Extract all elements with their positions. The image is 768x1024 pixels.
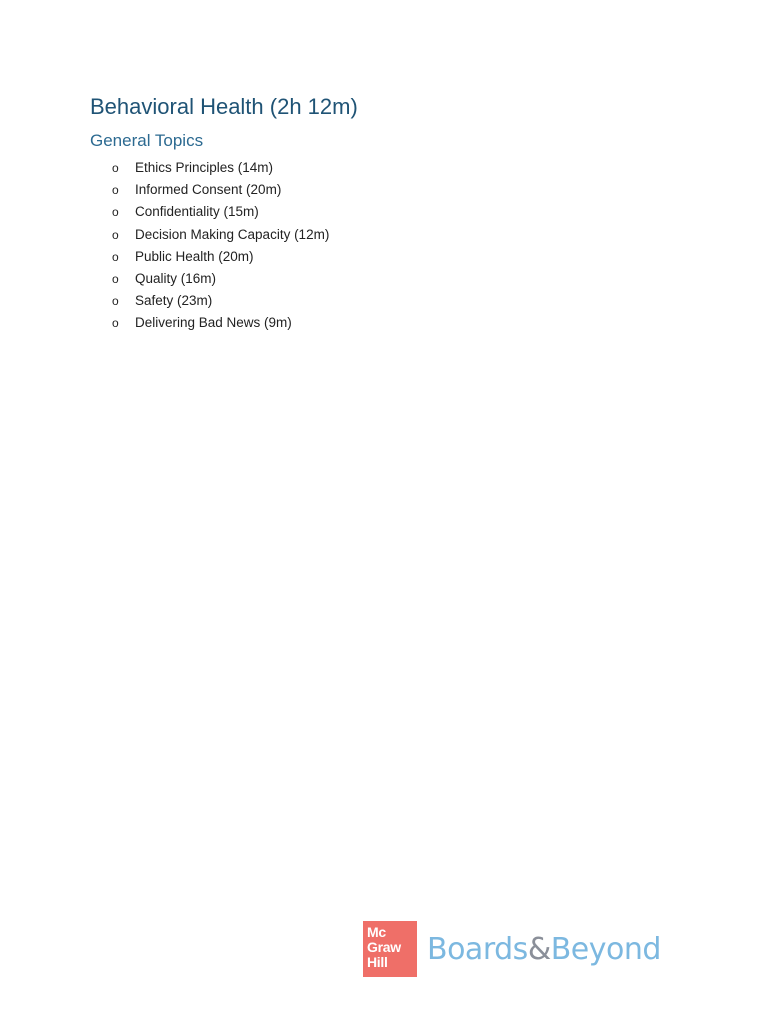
topic-label: Informed Consent (20m) [135, 182, 282, 198]
topic-label: Public Health (20m) [135, 248, 254, 264]
mcgraw-hill-logo-icon [363, 921, 417, 977]
bullet-icon: o [112, 205, 119, 220]
topic-label: Confidentiality (15m) [135, 204, 259, 220]
list-item [112, 179, 329, 201]
logo-box-line: Hill [367, 954, 388, 970]
page-title: Behavioral Health (2h 12m) [90, 94, 358, 119]
brand-ampersand: & [527, 931, 551, 967]
bullet-icon: o [112, 183, 119, 198]
brand-part: Beyond [550, 931, 661, 967]
topic-label: Delivering Bad News (9m) [135, 315, 292, 331]
list-item [112, 201, 329, 223]
topic-label: Decision Making Capacity (12m) [135, 226, 330, 242]
topic-list [112, 157, 329, 335]
bullet-icon: o [112, 271, 119, 286]
bullet-icon: o [112, 227, 119, 242]
bullet-icon: o [112, 249, 119, 264]
list-item [112, 246, 329, 268]
topic-label: Ethics Principles (14m) [135, 160, 274, 175]
bullet-icon: o [112, 316, 119, 331]
section-heading: General Topics [90, 131, 204, 150]
brand-wordmark [427, 932, 661, 967]
logo-box-line: Mc [367, 924, 386, 940]
list-item [112, 268, 329, 290]
topic-label: Safety (23m) [135, 293, 213, 309]
list-item [112, 290, 329, 312]
bullet-icon: o [112, 161, 119, 175]
list-item [112, 157, 329, 179]
bullet-icon: o [112, 294, 119, 309]
logo-box-line: Graw [367, 939, 401, 955]
list-item [112, 224, 329, 246]
brand-part: Boards [427, 931, 528, 967]
topic-label: Quality (16m) [135, 270, 217, 286]
mcgraw-hill-boards-beyond-logo [363, 921, 661, 977]
list-item [112, 312, 329, 334]
